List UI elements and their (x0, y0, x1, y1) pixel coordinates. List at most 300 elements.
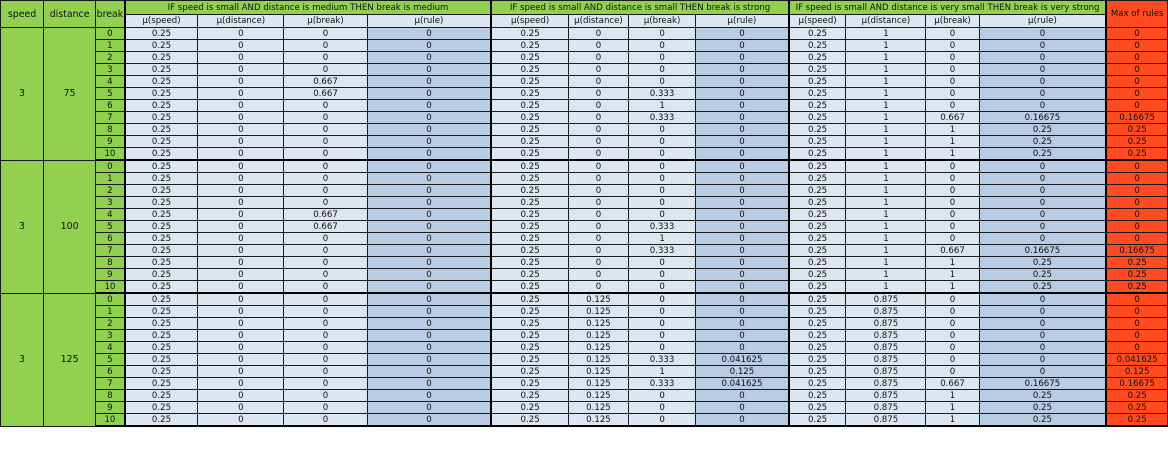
header-speed[interactable]: speed (1, 1, 44, 28)
rule-1-mu-rule-cell[interactable]: 0 (367, 124, 491, 136)
rule-1-mu-speed-cell[interactable]: 0.25 (125, 269, 198, 281)
rule-1-mu-break-cell[interactable]: 0.667 (284, 88, 367, 100)
header-rule-3[interactable]: IF speed is small AND distance is very small THEN break is very strong (789, 1, 1107, 15)
subheader-mu-speed[interactable]: µ(speed) (125, 15, 198, 28)
rule-1-mu-rule-cell[interactable]: 0 (367, 269, 491, 281)
rule-3-mu-rule-cell[interactable]: 0 (979, 318, 1106, 330)
max-of-rules-cell[interactable]: 0.25 (1106, 136, 1167, 148)
rule-3-mu-speed-cell[interactable]: 0.25 (789, 354, 846, 366)
max-of-rules-cell[interactable]: 0.25 (1106, 414, 1167, 427)
rule-3-mu-rule-cell[interactable]: 0 (979, 221, 1106, 233)
rule-3-mu-rule-cell[interactable]: 0 (979, 306, 1106, 318)
header-break[interactable]: break (96, 1, 125, 28)
max-of-rules-cell[interactable]: 0.25 (1106, 402, 1167, 414)
break-cell[interactable]: 8 (96, 124, 125, 136)
rule-1-mu-distance-cell[interactable]: 0 (198, 233, 284, 245)
rule-1-mu-distance-cell[interactable]: 0 (198, 136, 284, 148)
rule-2-mu-rule-cell[interactable]: 0.125 (696, 366, 789, 378)
rule-1-mu-distance-cell[interactable]: 0 (198, 185, 284, 197)
rule-2-mu-speed-cell[interactable]: 0.25 (491, 318, 568, 330)
rule-3-mu-break-cell[interactable]: 1 (926, 402, 979, 414)
rule-3-mu-distance-cell[interactable]: 0.875 (846, 306, 926, 318)
rule-3-mu-speed-cell[interactable]: 0.25 (789, 233, 846, 245)
rule-2-mu-distance-cell[interactable]: 0 (568, 88, 628, 100)
rule-2-mu-rule-cell[interactable]: 0 (696, 414, 789, 427)
rule-2-mu-speed-cell[interactable]: 0.25 (491, 148, 568, 161)
rule-2-mu-rule-cell[interactable]: 0 (696, 245, 789, 257)
rule-1-mu-rule-cell[interactable]: 0 (367, 414, 491, 427)
rule-3-mu-speed-cell[interactable]: 0.25 (789, 136, 846, 148)
rule-3-mu-speed-cell[interactable]: 0.25 (789, 390, 846, 402)
max-of-rules-cell[interactable]: 0 (1106, 293, 1167, 306)
rule-1-mu-speed-cell[interactable]: 0.25 (125, 342, 198, 354)
rule-1-mu-distance-cell[interactable]: 0 (198, 64, 284, 76)
rule-1-mu-distance-cell[interactable]: 0 (198, 173, 284, 185)
rule-1-mu-rule-cell[interactable]: 0 (367, 76, 491, 88)
rule-2-mu-rule-cell[interactable]: 0 (696, 221, 789, 233)
rule-2-mu-distance-cell[interactable]: 0 (568, 257, 628, 269)
rule-3-mu-speed-cell[interactable]: 0.25 (789, 342, 846, 354)
rule-2-mu-speed-cell[interactable]: 0.25 (491, 233, 568, 245)
rule-2-mu-distance-cell[interactable]: 0 (568, 64, 628, 76)
rule-2-mu-rule-cell[interactable]: 0 (696, 100, 789, 112)
rule-1-mu-break-cell[interactable]: 0 (284, 269, 367, 281)
rule-3-mu-distance-cell[interactable]: 1 (846, 64, 926, 76)
rule-1-mu-rule-cell[interactable]: 0 (367, 28, 491, 40)
rule-3-mu-rule-cell[interactable]: 0 (979, 354, 1106, 366)
rule-3-mu-distance-cell[interactable]: 1 (846, 173, 926, 185)
rule-1-mu-break-cell[interactable]: 0 (284, 185, 367, 197)
subheader-mu-rule[interactable]: µ(rule) (367, 15, 491, 28)
rule-2-mu-rule-cell[interactable]: 0 (696, 390, 789, 402)
rule-1-mu-speed-cell[interactable]: 0.25 (125, 378, 198, 390)
rule-1-mu-break-cell[interactable]: 0 (284, 342, 367, 354)
break-cell[interactable]: 5 (96, 354, 125, 366)
max-of-rules-cell[interactable]: 0 (1106, 52, 1167, 64)
max-of-rules-cell[interactable]: 0.25 (1106, 390, 1167, 402)
rule-2-mu-break-cell[interactable]: 0 (629, 160, 696, 173)
max-of-rules-cell[interactable]: 0 (1106, 40, 1167, 52)
rule-3-mu-speed-cell[interactable]: 0.25 (789, 112, 846, 124)
max-of-rules-cell[interactable]: 0.16675 (1106, 245, 1167, 257)
rule-3-mu-break-cell[interactable]: 1 (926, 148, 979, 161)
rule-2-mu-rule-cell[interactable]: 0 (696, 124, 789, 136)
rule-1-mu-break-cell[interactable]: 0 (284, 414, 367, 427)
rule-1-mu-speed-cell[interactable]: 0.25 (125, 209, 198, 221)
rule-1-mu-distance-cell[interactable]: 0 (198, 330, 284, 342)
rule-1-mu-rule-cell[interactable]: 0 (367, 88, 491, 100)
rule-2-mu-break-cell[interactable]: 0 (629, 76, 696, 88)
rule-1-mu-rule-cell[interactable]: 0 (367, 52, 491, 64)
rule-1-mu-rule-cell[interactable]: 0 (367, 160, 491, 173)
rule-1-mu-speed-cell[interactable]: 0.25 (125, 245, 198, 257)
rule-1-mu-rule-cell[interactable]: 0 (367, 197, 491, 209)
subheader-mu-break[interactable]: µ(break) (629, 15, 696, 28)
max-of-rules-cell[interactable]: 0.25 (1106, 281, 1167, 294)
rule-1-mu-break-cell[interactable]: 0 (284, 28, 367, 40)
rule-1-mu-speed-cell[interactable]: 0.25 (125, 293, 198, 306)
rule-1-mu-break-cell[interactable]: 0 (284, 402, 367, 414)
break-cell[interactable]: 9 (96, 269, 125, 281)
max-of-rules-cell[interactable]: 0 (1106, 88, 1167, 100)
rule-3-mu-distance-cell[interactable]: 0.875 (846, 330, 926, 342)
rule-1-mu-speed-cell[interactable]: 0.25 (125, 52, 198, 64)
rule-3-mu-break-cell[interactable]: 0 (926, 342, 979, 354)
rule-1-mu-break-cell[interactable]: 0 (284, 160, 367, 173)
rule-1-mu-speed-cell[interactable]: 0.25 (125, 148, 198, 161)
subheader-mu-rule[interactable]: µ(rule) (696, 15, 789, 28)
rule-3-mu-distance-cell[interactable]: 0.875 (846, 390, 926, 402)
subheader-mu-break[interactable]: µ(break) (284, 15, 367, 28)
rule-1-mu-distance-cell[interactable]: 0 (198, 366, 284, 378)
max-of-rules-cell[interactable]: 0 (1106, 221, 1167, 233)
rule-1-mu-speed-cell[interactable]: 0.25 (125, 136, 198, 148)
rule-2-mu-break-cell[interactable]: 0 (629, 173, 696, 185)
max-of-rules-cell[interactable]: 0.125 (1106, 366, 1167, 378)
rule-2-mu-rule-cell[interactable]: 0 (696, 269, 789, 281)
rule-2-mu-rule-cell[interactable]: 0 (696, 402, 789, 414)
break-cell[interactable]: 3 (96, 197, 125, 209)
rule-1-mu-distance-cell[interactable]: 0 (198, 112, 284, 124)
rule-2-mu-rule-cell[interactable]: 0 (696, 209, 789, 221)
break-cell[interactable]: 3 (96, 64, 125, 76)
rule-1-mu-distance-cell[interactable]: 0 (198, 209, 284, 221)
rule-1-mu-rule-cell[interactable]: 0 (367, 281, 491, 294)
rule-3-mu-speed-cell[interactable]: 0.25 (789, 124, 846, 136)
rule-1-mu-rule-cell[interactable]: 0 (367, 112, 491, 124)
rule-3-mu-distance-cell[interactable]: 1 (846, 124, 926, 136)
rule-1-mu-speed-cell[interactable]: 0.25 (125, 414, 198, 427)
break-cell[interactable]: 7 (96, 378, 125, 390)
break-cell[interactable]: 5 (96, 88, 125, 100)
rule-1-mu-break-cell[interactable]: 0 (284, 136, 367, 148)
rule-1-mu-distance-cell[interactable]: 0 (198, 293, 284, 306)
rule-3-mu-rule-cell[interactable]: 0.25 (979, 136, 1106, 148)
rule-1-mu-rule-cell[interactable]: 0 (367, 245, 491, 257)
rule-2-mu-break-cell[interactable]: 0.333 (629, 354, 696, 366)
max-of-rules-cell[interactable]: 0 (1106, 28, 1167, 40)
rule-2-mu-speed-cell[interactable]: 0.25 (491, 28, 568, 40)
rule-1-mu-distance-cell[interactable]: 0 (198, 160, 284, 173)
rule-3-mu-rule-cell[interactable]: 0 (979, 209, 1106, 221)
rule-3-mu-distance-cell[interactable]: 1 (846, 257, 926, 269)
rule-2-mu-speed-cell[interactable]: 0.25 (491, 64, 568, 76)
break-cell[interactable]: 0 (96, 293, 125, 306)
rule-2-mu-distance-cell[interactable]: 0.125 (568, 390, 628, 402)
rule-1-mu-speed-cell[interactable]: 0.25 (125, 28, 198, 40)
subheader-mu-rule[interactable]: µ(rule) (979, 15, 1106, 28)
break-cell[interactable]: 4 (96, 209, 125, 221)
rule-3-mu-rule-cell[interactable]: 0 (979, 76, 1106, 88)
rule-3-mu-break-cell[interactable]: 0 (926, 330, 979, 342)
rule-2-mu-distance-cell[interactable]: 0 (568, 245, 628, 257)
max-of-rules-cell[interactable]: 0 (1106, 64, 1167, 76)
rule-1-mu-distance-cell[interactable]: 0 (198, 245, 284, 257)
max-of-rules-cell[interactable]: 0 (1106, 306, 1167, 318)
rule-2-mu-speed-cell[interactable]: 0.25 (491, 293, 568, 306)
rule-2-mu-break-cell[interactable]: 0 (629, 136, 696, 148)
rule-3-mu-speed-cell[interactable]: 0.25 (789, 378, 846, 390)
rule-1-mu-break-cell[interactable]: 0 (284, 354, 367, 366)
rule-2-mu-speed-cell[interactable]: 0.25 (491, 112, 568, 124)
rule-1-mu-break-cell[interactable]: 0 (284, 40, 367, 52)
rule-3-mu-rule-cell[interactable]: 0 (979, 185, 1106, 197)
rule-3-mu-rule-cell[interactable]: 0 (979, 293, 1106, 306)
rule-2-mu-break-cell[interactable]: 0 (629, 64, 696, 76)
rule-1-mu-distance-cell[interactable]: 0 (198, 100, 284, 112)
rule-3-mu-speed-cell[interactable]: 0.25 (789, 306, 846, 318)
rule-1-mu-distance-cell[interactable]: 0 (198, 354, 284, 366)
rule-2-mu-speed-cell[interactable]: 0.25 (491, 221, 568, 233)
rule-1-mu-break-cell[interactable]: 0 (284, 173, 367, 185)
rule-1-mu-rule-cell[interactable]: 0 (367, 306, 491, 318)
rule-2-mu-speed-cell[interactable]: 0.25 (491, 269, 568, 281)
rule-1-mu-distance-cell[interactable]: 0 (198, 281, 284, 294)
rule-3-mu-rule-cell[interactable]: 0 (979, 100, 1106, 112)
break-cell[interactable]: 4 (96, 76, 125, 88)
rule-1-mu-rule-cell[interactable]: 0 (367, 293, 491, 306)
rule-1-mu-distance-cell[interactable]: 0 (198, 269, 284, 281)
rule-3-mu-distance-cell[interactable]: 1 (846, 233, 926, 245)
rule-2-mu-rule-cell[interactable]: 0 (696, 330, 789, 342)
rule-1-mu-break-cell[interactable]: 0.667 (284, 209, 367, 221)
rule-3-mu-break-cell[interactable]: 0 (926, 318, 979, 330)
rule-1-mu-distance-cell[interactable]: 0 (198, 88, 284, 100)
rule-3-mu-rule-cell[interactable]: 0 (979, 233, 1106, 245)
distance-cell[interactable]: 75 (44, 28, 96, 161)
rule-2-mu-distance-cell[interactable]: 0 (568, 136, 628, 148)
rule-1-mu-distance-cell[interactable]: 0 (198, 318, 284, 330)
rule-3-mu-rule-cell[interactable]: 0 (979, 28, 1106, 40)
rule-2-mu-speed-cell[interactable]: 0.25 (491, 100, 568, 112)
rule-3-mu-break-cell[interactable]: 1 (926, 390, 979, 402)
rule-2-mu-rule-cell[interactable]: 0 (696, 76, 789, 88)
rule-2-mu-speed-cell[interactable]: 0.25 (491, 306, 568, 318)
rule-1-mu-distance-cell[interactable]: 0 (198, 221, 284, 233)
rule-3-mu-break-cell[interactable]: 1 (926, 281, 979, 294)
rule-2-mu-rule-cell[interactable]: 0 (696, 173, 789, 185)
rule-1-mu-break-cell[interactable]: 0 (284, 124, 367, 136)
break-cell[interactable]: 8 (96, 390, 125, 402)
rule-2-mu-distance-cell[interactable]: 0 (568, 100, 628, 112)
break-cell[interactable]: 6 (96, 233, 125, 245)
rule-3-mu-break-cell[interactable]: 0.667 (926, 245, 979, 257)
rule-2-mu-rule-cell[interactable]: 0 (696, 28, 789, 40)
rule-3-mu-speed-cell[interactable]: 0.25 (789, 52, 846, 64)
rule-3-mu-rule-cell[interactable]: 0 (979, 173, 1106, 185)
max-of-rules-cell[interactable]: 0.25 (1106, 148, 1167, 161)
break-cell[interactable]: 1 (96, 173, 125, 185)
rule-3-mu-speed-cell[interactable]: 0.25 (789, 281, 846, 294)
subheader-mu-break[interactable]: µ(break) (926, 15, 979, 28)
rule-3-mu-break-cell[interactable]: 0.667 (926, 112, 979, 124)
rule-1-mu-speed-cell[interactable]: 0.25 (125, 112, 198, 124)
rule-2-mu-break-cell[interactable]: 0 (629, 40, 696, 52)
rule-3-mu-break-cell[interactable]: 0 (926, 160, 979, 173)
rule-2-mu-break-cell[interactable]: 0 (629, 124, 696, 136)
break-cell[interactable]: 10 (96, 148, 125, 161)
rule-2-mu-break-cell[interactable]: 0 (629, 306, 696, 318)
rule-3-mu-break-cell[interactable]: 0 (926, 76, 979, 88)
rule-2-mu-distance-cell[interactable]: 0 (568, 185, 628, 197)
rule-2-mu-speed-cell[interactable]: 0.25 (491, 245, 568, 257)
rule-2-mu-break-cell[interactable]: 0 (629, 185, 696, 197)
rule-1-mu-distance-cell[interactable]: 0 (198, 306, 284, 318)
rule-3-mu-rule-cell[interactable]: 0 (979, 52, 1106, 64)
rule-2-mu-break-cell[interactable]: 0 (629, 414, 696, 427)
rule-1-mu-rule-cell[interactable]: 0 (367, 402, 491, 414)
rule-3-mu-speed-cell[interactable]: 0.25 (789, 88, 846, 100)
rule-2-mu-distance-cell[interactable]: 0.125 (568, 402, 628, 414)
rule-3-mu-break-cell[interactable]: 0 (926, 209, 979, 221)
rule-3-mu-distance-cell[interactable]: 1 (846, 160, 926, 173)
max-of-rules-cell[interactable]: 0 (1106, 185, 1167, 197)
rule-1-mu-break-cell[interactable]: 0 (284, 306, 367, 318)
rule-3-mu-speed-cell[interactable]: 0.25 (789, 64, 846, 76)
rule-3-mu-rule-cell[interactable]: 0 (979, 342, 1106, 354)
rule-1-mu-speed-cell[interactable]: 0.25 (125, 185, 198, 197)
header-rule-1[interactable]: IF speed is small AND distance is medium THEN break is medium (125, 1, 492, 15)
rule-1-mu-break-cell[interactable]: 0 (284, 245, 367, 257)
rule-1-mu-rule-cell[interactable]: 0 (367, 100, 491, 112)
rule-1-mu-break-cell[interactable]: 0 (284, 112, 367, 124)
rule-3-mu-speed-cell[interactable]: 0.25 (789, 76, 846, 88)
rule-3-mu-distance-cell[interactable]: 1 (846, 52, 926, 64)
break-cell[interactable]: 1 (96, 306, 125, 318)
rule-2-mu-rule-cell[interactable]: 0 (696, 88, 789, 100)
rule-1-mu-rule-cell[interactable]: 0 (367, 40, 491, 52)
rule-3-mu-break-cell[interactable]: 0 (926, 306, 979, 318)
rule-1-mu-distance-cell[interactable]: 0 (198, 40, 284, 52)
rule-3-mu-speed-cell[interactable]: 0.25 (789, 100, 846, 112)
rule-1-mu-distance-cell[interactable]: 0 (198, 28, 284, 40)
rule-3-mu-break-cell[interactable]: 0 (926, 366, 979, 378)
rule-2-mu-break-cell[interactable]: 0 (629, 269, 696, 281)
rule-2-mu-break-cell[interactable]: 0 (629, 148, 696, 161)
rule-2-mu-break-cell[interactable]: 0 (629, 52, 696, 64)
rule-3-mu-break-cell[interactable]: 1 (926, 124, 979, 136)
rule-3-mu-speed-cell[interactable]: 0.25 (789, 148, 846, 161)
header-max-of-rules[interactable]: Max of rules (1106, 1, 1167, 28)
max-of-rules-cell[interactable]: 0 (1106, 173, 1167, 185)
rule-2-mu-rule-cell[interactable]: 0 (696, 197, 789, 209)
rule-3-mu-speed-cell[interactable]: 0.25 (789, 366, 846, 378)
rule-2-mu-speed-cell[interactable]: 0.25 (491, 257, 568, 269)
max-of-rules-cell[interactable]: 0 (1106, 100, 1167, 112)
rule-2-mu-speed-cell[interactable]: 0.25 (491, 366, 568, 378)
rule-2-mu-speed-cell[interactable]: 0.25 (491, 209, 568, 221)
rule-3-mu-rule-cell[interactable]: 0.16675 (979, 245, 1106, 257)
rule-3-mu-distance-cell[interactable]: 1 (846, 221, 926, 233)
max-of-rules-cell[interactable]: 0.16675 (1106, 112, 1167, 124)
rule-2-mu-speed-cell[interactable]: 0.25 (491, 88, 568, 100)
subheader-mu-speed[interactable]: µ(speed) (789, 15, 846, 28)
max-of-rules-cell[interactable]: 0 (1106, 318, 1167, 330)
speed-cell[interactable]: 3 (1, 293, 44, 426)
rule-3-mu-break-cell[interactable]: 0 (926, 28, 979, 40)
rule-1-mu-rule-cell[interactable]: 0 (367, 390, 491, 402)
rule-2-mu-rule-cell[interactable]: 0 (696, 40, 789, 52)
rule-1-mu-break-cell[interactable]: 0 (284, 330, 367, 342)
rule-2-mu-break-cell[interactable]: 0.333 (629, 378, 696, 390)
rule-2-mu-speed-cell[interactable]: 0.25 (491, 354, 568, 366)
rule-3-mu-break-cell[interactable]: 0 (926, 173, 979, 185)
break-cell[interactable]: 2 (96, 52, 125, 64)
break-cell[interactable]: 5 (96, 221, 125, 233)
rule-3-mu-distance-cell[interactable]: 0.875 (846, 414, 926, 427)
rule-3-mu-break-cell[interactable]: 1 (926, 269, 979, 281)
rule-1-mu-rule-cell[interactable]: 0 (367, 378, 491, 390)
break-cell[interactable]: 2 (96, 318, 125, 330)
max-of-rules-cell[interactable]: 0 (1106, 233, 1167, 245)
rule-1-mu-speed-cell[interactable]: 0.25 (125, 366, 198, 378)
rule-3-mu-speed-cell[interactable]: 0.25 (789, 293, 846, 306)
rule-2-mu-rule-cell[interactable]: 0 (696, 185, 789, 197)
speed-cell[interactable]: 3 (1, 28, 44, 161)
rule-3-mu-distance-cell[interactable]: 1 (846, 100, 926, 112)
rule-1-mu-rule-cell[interactable]: 0 (367, 173, 491, 185)
rule-1-mu-rule-cell[interactable]: 0 (367, 354, 491, 366)
rule-3-mu-distance-cell[interactable]: 0.875 (846, 378, 926, 390)
rule-2-mu-break-cell[interactable]: 1 (629, 233, 696, 245)
rule-1-mu-rule-cell[interactable]: 0 (367, 233, 491, 245)
rule-2-mu-break-cell[interactable]: 0 (629, 257, 696, 269)
rule-3-mu-distance-cell[interactable]: 1 (846, 245, 926, 257)
rule-2-mu-rule-cell[interactable]: 0 (696, 52, 789, 64)
rule-3-mu-distance-cell[interactable]: 1 (846, 136, 926, 148)
rule-1-mu-break-cell[interactable]: 0 (284, 148, 367, 161)
rule-3-mu-distance-cell[interactable]: 0.875 (846, 318, 926, 330)
max-of-rules-cell[interactable]: 0 (1106, 209, 1167, 221)
subheader-mu-distance[interactable]: µ(distance) (846, 15, 926, 28)
rule-2-mu-break-cell[interactable]: 0 (629, 342, 696, 354)
rule-2-mu-break-cell[interactable]: 0.333 (629, 112, 696, 124)
rule-2-mu-distance-cell[interactable]: 0 (568, 40, 628, 52)
rule-3-mu-rule-cell[interactable]: 0 (979, 40, 1106, 52)
rule-3-mu-break-cell[interactable]: 1 (926, 257, 979, 269)
rule-1-mu-distance-cell[interactable]: 0 (198, 378, 284, 390)
rule-3-mu-distance-cell[interactable]: 0.875 (846, 402, 926, 414)
rule-2-mu-rule-cell[interactable]: 0 (696, 64, 789, 76)
rule-3-mu-rule-cell[interactable]: 0.25 (979, 257, 1106, 269)
rule-1-mu-speed-cell[interactable]: 0.25 (125, 318, 198, 330)
rule-1-mu-distance-cell[interactable]: 0 (198, 390, 284, 402)
rule-2-mu-rule-cell[interactable]: 0 (696, 233, 789, 245)
rule-2-mu-speed-cell[interactable]: 0.25 (491, 414, 568, 427)
rule-1-mu-distance-cell[interactable]: 0 (198, 402, 284, 414)
rule-2-mu-break-cell[interactable]: 0.333 (629, 88, 696, 100)
rule-3-mu-break-cell[interactable]: 0 (926, 40, 979, 52)
rule-1-mu-speed-cell[interactable]: 0.25 (125, 281, 198, 294)
rule-1-mu-rule-cell[interactable]: 0 (367, 366, 491, 378)
rule-2-mu-distance-cell[interactable]: 0.125 (568, 293, 628, 306)
speed-cell[interactable]: 3 (1, 160, 44, 293)
break-cell[interactable]: 1 (96, 40, 125, 52)
rule-2-mu-speed-cell[interactable]: 0.25 (491, 136, 568, 148)
rule-2-mu-speed-cell[interactable]: 0.25 (491, 185, 568, 197)
rule-3-mu-break-cell[interactable]: 0 (926, 233, 979, 245)
rule-1-mu-break-cell[interactable]: 0 (284, 52, 367, 64)
rule-3-mu-distance-cell[interactable]: 1 (846, 185, 926, 197)
break-cell[interactable]: 6 (96, 366, 125, 378)
rule-3-mu-break-cell[interactable]: 0 (926, 221, 979, 233)
rule-2-mu-distance-cell[interactable]: 0 (568, 281, 628, 294)
rule-1-mu-break-cell[interactable]: 0 (284, 293, 367, 306)
rule-2-mu-distance-cell[interactable]: 0 (568, 52, 628, 64)
break-cell[interactable]: 0 (96, 160, 125, 173)
rule-2-mu-distance-cell[interactable]: 0.125 (568, 354, 628, 366)
rule-3-mu-speed-cell[interactable]: 0.25 (789, 330, 846, 342)
